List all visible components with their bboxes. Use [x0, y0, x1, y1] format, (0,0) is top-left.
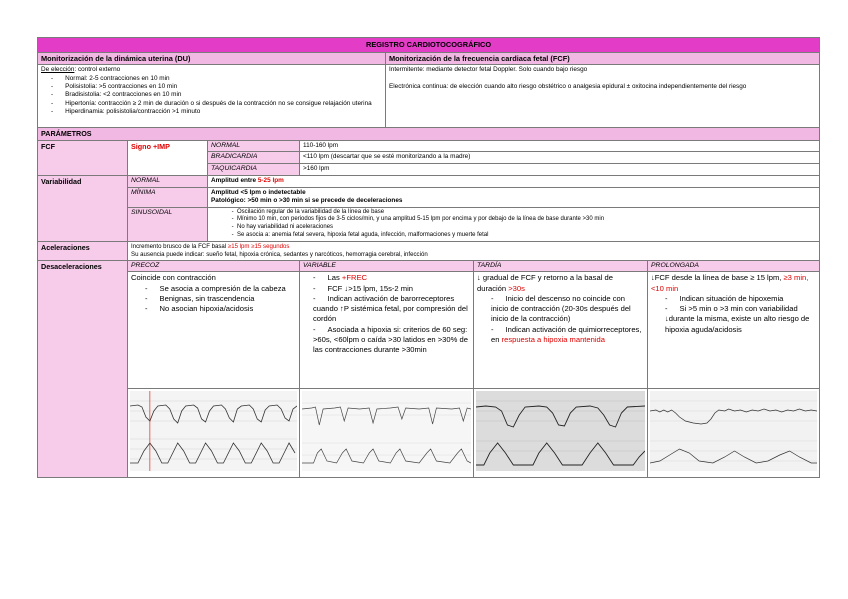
- du-eleccion: [41, 66, 382, 74]
- aceleraciones-row-label: Aceleraciones: [38, 241, 128, 260]
- fcf-signo-imp: Signo +IMP: [128, 140, 208, 175]
- decel-variable-label: VARIABLE: [300, 260, 474, 272]
- du-eleccion-label: De elección: [41, 66, 75, 74]
- fcf-taquicardia-value: >160 lpm: [300, 164, 820, 176]
- variable-item: [313, 273, 470, 283]
- precoz-list: [131, 284, 296, 315]
- var-minima-line2: Patológico: >50 min o >30 min si se precede de deceleraciones: [211, 197, 403, 205]
- var-normal-text: Amplitud entre: [211, 177, 258, 185]
- ctg-trace-prolongada: [650, 391, 817, 471]
- decel-tardia-content: [474, 272, 648, 389]
- ctg-strip-precoz: [128, 389, 300, 478]
- prolongada-intro: [651, 273, 816, 294]
- var-minima-line1: Amplitud <5 lpm o indetectable: [211, 188, 306, 196]
- precoz-item: - Se asocia a compresión de la cabeza: [145, 284, 296, 294]
- tardia-intro-text: ↓ gradual de FCF y retorno a la basal de duración: [477, 273, 613, 293]
- decel-tardia-label: TARDÍA: [474, 260, 648, 272]
- variable-list: [303, 273, 470, 355]
- du-item: - Bradisistolia: <2 contracciones en 10 min: [51, 91, 382, 99]
- precoz-item: - Benignas, sin trascendencia: [145, 294, 296, 304]
- ctg-trace-tardia: [476, 391, 645, 471]
- du-eleccion-text: : control externo: [74, 66, 121, 74]
- fcf-intermitente: Intermitente: mediante detector fetal Doppler. Solo cuando bajo riesgo: [389, 66, 588, 74]
- sheet-title: REGISTRO CARDIOTOCOGRÁFICO: [38, 38, 820, 53]
- var-normal-label: NORMAL: [128, 176, 208, 188]
- ctg-trace-variable: [302, 391, 471, 471]
- du-item: - Normal: 2-5 contracciones en 10 min: [51, 75, 382, 83]
- sinusoidal-item: - No hay variabilidad ni aceleraciones: [237, 224, 816, 232]
- sinusoidal-item: - Oscilación regular de la variabilidad de la línea de base: [237, 209, 816, 217]
- fcf-normal-value: 110-160 lpm: [300, 140, 820, 152]
- ctg-trace-precoz: [130, 391, 297, 471]
- fcf-normal-label: NORMAL: [208, 140, 300, 152]
- prolongada-duration: ≥3 min, <10 min: [651, 273, 809, 293]
- tardia-duration: >30s: [508, 283, 525, 293]
- variable-item1-text: Las: [327, 273, 342, 283]
- decel-precoz-content: [128, 272, 300, 389]
- tardia-intro: [477, 273, 644, 294]
- ctg-strip-prolongada: [648, 389, 820, 478]
- decel-variable-content: [300, 272, 474, 389]
- var-minima-label: MÍNIMA: [128, 187, 208, 207]
- du-list: [41, 75, 382, 117]
- ctg-summary-sheet: [37, 37, 819, 478]
- tardia-item: [491, 325, 644, 346]
- decel-prolongada-label: PROLONGADA: [648, 260, 820, 272]
- desaceleraciones-row-label: Desaceleraciones: [38, 260, 128, 478]
- var-sinusoidal-label: SINUSOIDAL: [128, 207, 208, 241]
- tardia-item: - Inicio del descenso no coincide con inicio de contracción (20-30s después del inicio de la contracción): [491, 294, 644, 325]
- sinusoidal-list: [211, 209, 816, 240]
- ctg-strip-tardia: [474, 389, 648, 478]
- fcf-bradicardia-label: BRADICARDIA: [208, 152, 300, 164]
- ctg-strip-variable: [300, 389, 474, 478]
- variable-freq: +FREC: [341, 273, 367, 283]
- sinusoidal-item: - Se asocia a: anemia fetal severa, hipoxia fetal aguda, infección, malformaciones y muerte fetal: [237, 232, 816, 240]
- du-item: - Hiperdinamia: polisistolia/contracción >1 minuto: [51, 108, 382, 116]
- du-item: - Polisistolia: >5 contracciones en 10 min: [51, 83, 382, 91]
- aceleraciones-value: [128, 241, 820, 260]
- prolongada-item: - Si >5 min o >3 min con variabilidad ↓durante la misma, existe un alto riesgo de hipoxia aguda/acidosis: [665, 304, 816, 335]
- decel-prolongada-content: [648, 272, 820, 389]
- fcf-continua: Electrónica continua: de elección cuando alto riesgo obstétrico o analgesia epidural ± oxitocina independientemente del riesgo: [389, 82, 747, 90]
- sinusoidal-item: - Mínimo 10 min, con periodos fijos de 3-5 ciclos/min, y una amplitud 5-15 lpm por encima y por debajo de la línea de base durante >30 min: [237, 216, 816, 224]
- fcf-content: [386, 65, 820, 128]
- acel-line1: [131, 243, 816, 251]
- fcf-bradicardia-value: <110 lpm (descartar que se esté monitorizando a la madre): [300, 152, 820, 164]
- precoz-intro: Coincide con contracción: [131, 273, 216, 283]
- var-normal-value: [208, 176, 820, 188]
- precoz-item: - No asocian hipoxia/acidosis: [145, 304, 296, 314]
- var-sinusoidal-value: [208, 207, 820, 241]
- ctg-table: [37, 37, 820, 478]
- fcf-heading: Monitorización de la frecuencia cardiaca fetal (FCF): [386, 52, 820, 65]
- acel-line2: Su ausencia puede indicar: sueño fetal, hipoxia crónica, sedantes y narcóticos, hemorragia cerebral, infección: [131, 250, 428, 258]
- tardia-list: [477, 294, 644, 345]
- variable-item: - Asociada a hipoxia si: criterios de 60 seg: >60s, <60lpm o caída >30 latidos en >30% de las contracciones durante >30min: [313, 325, 470, 356]
- tardia-hipoxia: respuesta a hipoxia mantenida: [501, 334, 605, 344]
- decel-precoz-label: PRECOZ: [128, 260, 300, 272]
- fcf-taquicardia-label: TAQUICARDIA: [208, 164, 300, 176]
- fcf-row-label: FCF: [38, 140, 128, 175]
- prolongada-intro-text: ↓FCF desde la línea de base ≥ 15 lpm,: [651, 273, 784, 283]
- du-heading: Monitorización de la dinámica uterina (DU): [38, 52, 386, 65]
- variable-item: - FCF ↓>15 lpm, 15s-2 min: [313, 284, 470, 294]
- variabilidad-row-label: Variabilidad: [38, 176, 128, 242]
- acel-line1-criteria: ≥15 lpm ≥15 segundos: [227, 242, 290, 250]
- du-content: [38, 65, 386, 128]
- prolongada-list: [651, 294, 816, 335]
- acel-line1-text: Incremento brusco de la FCF basal: [131, 242, 228, 250]
- prolongada-item: - Indican situación de hipoxemia: [665, 294, 816, 304]
- tardia-item-text: Indican activación de quimiorreceptores, en: [491, 324, 642, 344]
- variable-item: - Indican activación de barorreceptores cuando ↑P sistémica fetal, por compresión del cordón: [313, 294, 470, 325]
- var-minima-value: [208, 187, 820, 207]
- parametros-heading: PARÁMETROS: [38, 128, 820, 140]
- var-normal-range: 5-25 lpm: [257, 177, 284, 185]
- du-item: - Hipertonía: contracción ≥ 2 min de duración o si después de la contracción no se consigue relajación uterina: [51, 100, 382, 108]
